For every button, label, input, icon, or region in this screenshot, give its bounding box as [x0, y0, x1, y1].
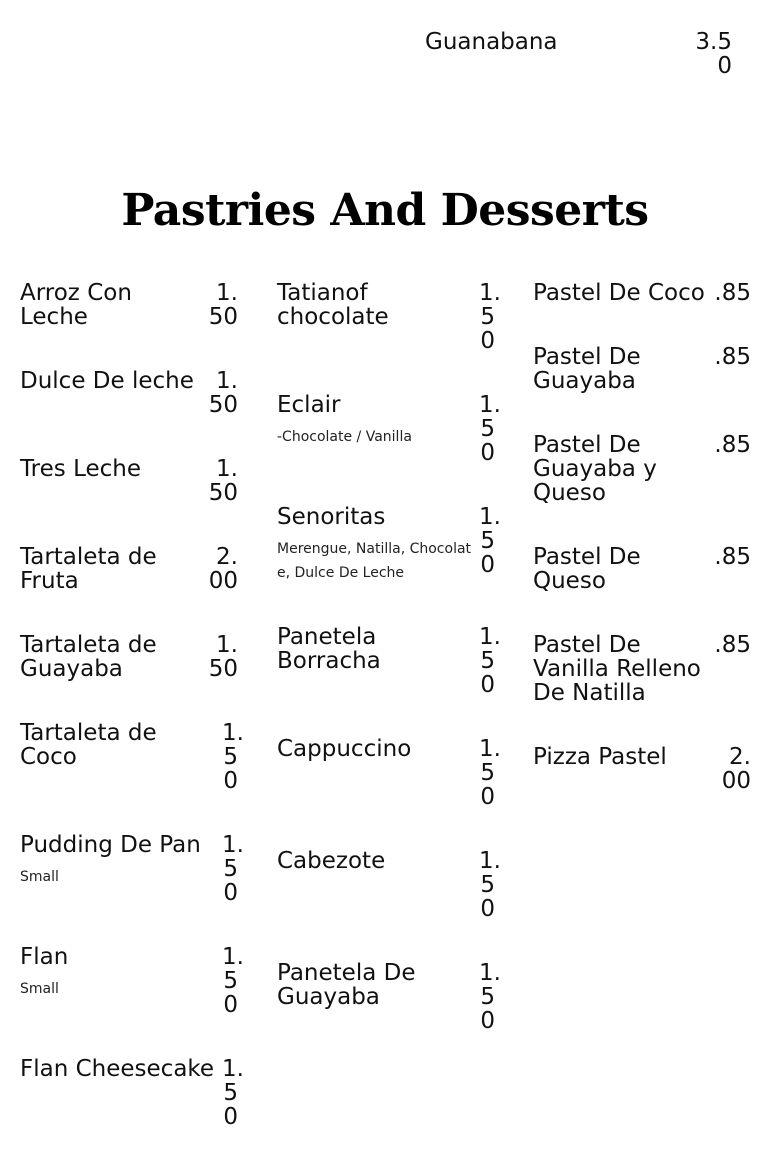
menu-item — [20, 1056, 244, 1130]
item-name: Arroz Con Leche — [20, 280, 132, 330]
item-name: Panetela Borracha — [277, 624, 381, 674]
menu-item — [533, 745, 751, 793]
menu-item — [20, 545, 238, 593]
menu-item — [277, 960, 501, 1034]
menu-item — [533, 345, 751, 393]
item-price: 3.50 — [695, 29, 732, 79]
item-description: Merengue, Natilla, Chocolate, Dulce De Leche — [277, 541, 472, 581]
item-price: 1.50 — [208, 280, 238, 330]
item-description: -Chocolate / Vanilla — [277, 429, 412, 445]
menu-item-guanabana — [425, 30, 732, 78]
item-price: 1.50 — [479, 624, 501, 698]
menu-item — [20, 720, 244, 794]
item-name: Senoritas — [277, 504, 386, 530]
item-name: Pudding De Pan — [20, 832, 201, 858]
menu-item — [20, 457, 238, 505]
item-name: Pizza Pastel — [533, 744, 667, 770]
item-price: 1.50 — [479, 280, 501, 354]
item-price: .85 — [714, 544, 751, 570]
menu-item — [277, 624, 501, 698]
item-name: Cabezote — [277, 848, 386, 874]
item-price: 1.50 — [479, 392, 501, 466]
item-name: Tres Leche — [20, 456, 141, 482]
menu-item — [20, 944, 244, 1018]
menu-item — [533, 545, 751, 593]
item-name: Tatianof chocolate — [277, 280, 389, 330]
section-title: Pastries And Desserts — [121, 185, 649, 236]
item-price: 2.00 — [208, 544, 238, 594]
item-name: Eclair — [277, 392, 341, 418]
item-name: Tartaleta de Guayaba — [20, 632, 157, 682]
item-price: 2.00 — [721, 744, 751, 794]
menu-column-1 — [20, 280, 244, 1169]
menu-item — [20, 369, 238, 417]
menu-column-2 — [277, 280, 501, 1073]
menu-item — [533, 633, 751, 705]
menu-item — [533, 281, 751, 305]
item-price: .85 — [714, 280, 751, 306]
item-price: 1.50 — [479, 848, 501, 922]
menu-item — [533, 433, 751, 505]
menu-item — [20, 281, 238, 329]
item-name: Tartaleta de Fruta — [20, 544, 157, 594]
item-price: .85 — [714, 344, 751, 370]
menu-item — [20, 832, 244, 906]
item-name: Pastel De Guayaba — [533, 344, 641, 394]
item-price: 1.50 — [479, 504, 501, 578]
item-description: Small — [20, 981, 59, 997]
menu-item — [277, 504, 501, 585]
item-name: Panetela De Guayaba — [277, 960, 416, 1010]
item-name: Flan — [20, 944, 69, 970]
item-name: Guanabana — [425, 29, 558, 55]
item-name: Pastel De Coco — [533, 280, 705, 306]
menu-item — [277, 736, 501, 810]
item-name: Pastel De Queso — [533, 544, 641, 594]
item-price: 1.50 — [479, 736, 501, 810]
item-price: 1.50 — [208, 632, 238, 682]
item-price: 1.50 — [479, 960, 501, 1034]
item-description: Small — [20, 869, 59, 885]
item-price: .85 — [714, 632, 751, 658]
menu-item — [277, 392, 501, 466]
item-name: Pastel De Guayaba y Queso — [533, 432, 657, 506]
item-price: 1.50 — [208, 456, 238, 506]
item-price: 1.50 — [222, 1056, 244, 1130]
item-price: 1.50 — [208, 368, 238, 418]
item-price: 1.50 — [222, 832, 244, 906]
item-name: Flan Cheesecake — [20, 1056, 215, 1082]
menu-item — [277, 848, 501, 922]
item-name: Dulce De leche — [20, 368, 194, 394]
item-price: 1.50 — [222, 720, 244, 794]
item-price: 1.50 — [222, 944, 244, 1018]
item-name: Cappuccino — [277, 736, 412, 762]
menu-item — [20, 633, 238, 681]
menu-column-3 — [533, 281, 751, 833]
item-price: .85 — [714, 432, 751, 458]
item-name: Tartaleta de Coco — [20, 720, 157, 770]
item-name: Pastel De Vanilla Relleno De Natilla — [533, 632, 701, 706]
menu-item — [277, 280, 501, 354]
